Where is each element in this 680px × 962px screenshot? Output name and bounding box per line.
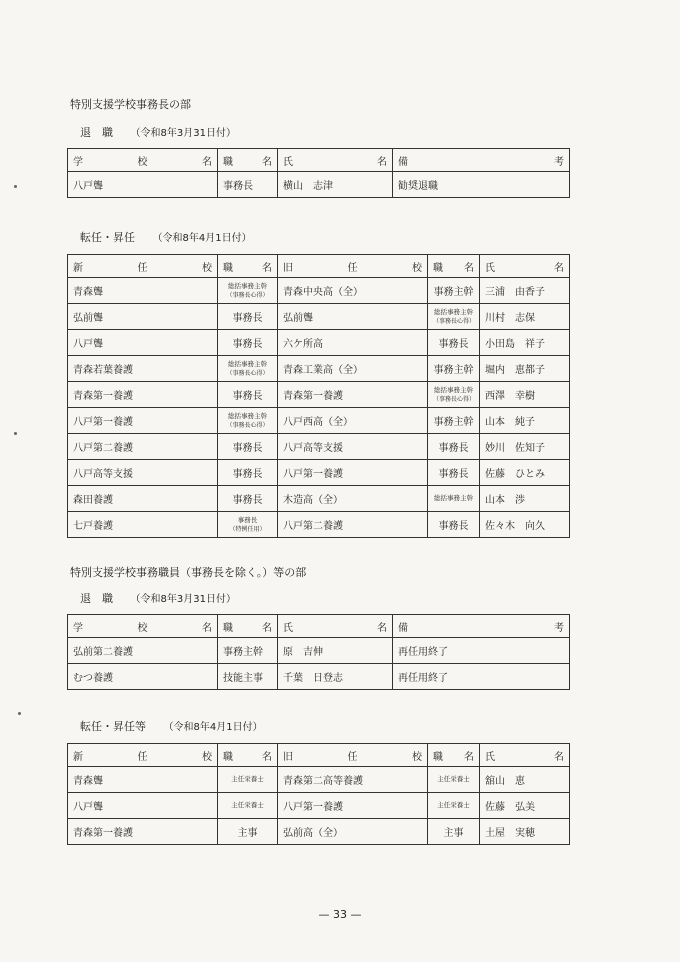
position-cell: [428, 304, 480, 330]
section1-retire-label: [80, 124, 236, 140]
section2-transfer-table: [67, 743, 570, 845]
position-cell: [428, 793, 480, 819]
table-row: [68, 408, 570, 434]
position-cell: 事務長: [218, 460, 278, 486]
table-row: むつ養護 技能主事 千葉 日登志 再任用終了: [68, 664, 570, 690]
position-title: 主任栄養士: [437, 775, 470, 783]
position-title: 主任栄養士: [437, 801, 470, 809]
name-cell: 堀内 恵都子: [480, 356, 570, 382]
table-row: [68, 819, 570, 845]
new-school-cell: 八戸第一養護: [68, 408, 218, 434]
position-cell: [428, 486, 480, 512]
section1-transfer-table: [67, 254, 570, 538]
name-cell: 小田島 祥子: [480, 330, 570, 356]
section1-transfer-label: 転任・昇任 （令和8年4月1日付）: [80, 231, 252, 244]
position-cell: 事務長: [428, 460, 480, 486]
table-row: [68, 330, 570, 356]
position-title: 総括事務主幹: [228, 411, 267, 420]
table-header: 新 任 校 職 名 旧 任 校 職 名 氏 名: [68, 255, 570, 278]
position-title: 総括事務主幹: [228, 359, 267, 368]
old-school-cell: 弘前高（全）: [278, 819, 428, 845]
position-cell: 事務主幹: [428, 408, 480, 434]
position-note: （事務長心得）: [226, 291, 269, 299]
new-school-cell: 八戸高等支援: [68, 460, 218, 486]
old-school-cell: 弘前聾: [278, 304, 428, 330]
position-cell: [218, 408, 278, 434]
position-title: 総括事務主幹: [434, 385, 473, 394]
position-note: （事務長心得）: [433, 317, 476, 325]
table-row: [68, 486, 570, 512]
new-school-cell: 青森第一養護: [68, 819, 218, 845]
name-cell: 妙川 佐知子: [480, 434, 570, 460]
retire-label: 退 職: [80, 126, 113, 139]
old-school-cell: 八戸第二養護: [278, 512, 428, 538]
table-row: [68, 278, 570, 304]
table-row: [68, 793, 570, 819]
old-school-cell: 青森中央高（全）: [278, 278, 428, 304]
position-cell: [218, 278, 278, 304]
old-school-cell: 八戸第一養護: [278, 793, 428, 819]
position-cell: 事務長: [428, 434, 480, 460]
name-cell: 西澤 幸樹: [480, 382, 570, 408]
name-cell: 川村 志保: [480, 304, 570, 330]
position-cell: 事務長: [428, 330, 480, 356]
section1-retire-table: [67, 148, 570, 198]
new-school-cell: 森田養護: [68, 486, 218, 512]
scan-mark: [14, 185, 17, 188]
old-school-cell: 青森工業高（全）: [278, 356, 428, 382]
position-cell: 事務長: [218, 382, 278, 408]
position-cell: 事務主幹: [428, 278, 480, 304]
new-school-cell: 八戸聾: [68, 793, 218, 819]
section2-title: 特別支援学校事務職員（事務長を除く。）等の部: [70, 566, 307, 579]
name-cell: 山本 渉: [480, 486, 570, 512]
new-school-cell: 青森第一養護: [68, 382, 218, 408]
position-note: （事務長心得）: [226, 369, 269, 377]
position-title: 総括事務主幹: [434, 494, 473, 502]
position-cell: 事務長: [218, 330, 278, 356]
table-row: [68, 304, 570, 330]
position-title: 総括事務主幹: [228, 281, 267, 290]
position-cell: 事務主幹: [428, 356, 480, 382]
old-school-cell: 青森第二高等養護: [278, 767, 428, 793]
section1-title: 特別支援学校事務長の部: [70, 98, 191, 111]
retire-date: （令和8年3月31日付）: [130, 128, 236, 139]
new-school-cell: 青森若葉養護: [68, 356, 218, 382]
old-school-cell: 六ケ所高: [278, 330, 428, 356]
table-row: 八戸聾 事務長 横山 志津 勧奨退職: [68, 172, 570, 198]
position-cell: 事務長: [218, 486, 278, 512]
position-cell: [218, 512, 278, 538]
section2-retire-label: 退 職 （令和8年3月31日付）: [80, 592, 236, 605]
position-note: （特例任用）: [229, 525, 266, 533]
position-cell: 事務長: [218, 434, 278, 460]
table-row: [68, 512, 570, 538]
table-row: [68, 767, 570, 793]
old-school-cell: 青森第一養護: [278, 382, 428, 408]
old-school-cell: 八戸西高（全）: [278, 408, 428, 434]
new-school-cell: 青森聾: [68, 278, 218, 304]
position-cell: 主事: [428, 819, 480, 845]
position-cell: [218, 356, 278, 382]
old-school-cell: 八戸高等支援: [278, 434, 428, 460]
name-cell: 佐藤 ひとみ: [480, 460, 570, 486]
page-number: — 33 —: [318, 908, 362, 921]
name-cell: 山本 純子: [480, 408, 570, 434]
table-header: 学 校 名 職 名 氏 名 備 考: [68, 615, 570, 638]
new-school-cell: 青森聾: [68, 767, 218, 793]
position-title: 総括事務主幹: [434, 307, 473, 316]
table-header: 学 校 名 職 名 氏 名 備 考: [68, 149, 570, 172]
position-cell: 主事: [218, 819, 278, 845]
name-cell: 佐藤 弘美: [480, 793, 570, 819]
scan-mark: [18, 712, 21, 715]
position-title: 主任栄養士: [231, 801, 264, 809]
position-cell: 事務長: [428, 512, 480, 538]
scan-mark: [14, 432, 17, 435]
table-row: [68, 460, 570, 486]
new-school-cell: 八戸第二養護: [68, 434, 218, 460]
name-cell: 舘山 恵: [480, 767, 570, 793]
name-cell: 佐々木 向久: [480, 512, 570, 538]
section2-transfer-label: 転任・昇任等 （令和8年4月1日付）: [80, 720, 263, 733]
position-cell: 事務長: [218, 304, 278, 330]
table-row: [68, 356, 570, 382]
new-school-cell: 七戸養護: [68, 512, 218, 538]
name-cell: 三浦 由香子: [480, 278, 570, 304]
position-title: 主任栄養士: [231, 775, 264, 783]
new-school-cell: 弘前聾: [68, 304, 218, 330]
position-note: （事務長心得）: [226, 421, 269, 429]
position-title: 事務長: [237, 515, 258, 524]
name-cell: 土屋 実穂: [480, 819, 570, 845]
position-cell: [428, 767, 480, 793]
old-school-cell: 八戸第一養護: [278, 460, 428, 486]
position-cell: [218, 793, 278, 819]
position-note: （事務長心得）: [433, 395, 476, 403]
new-school-cell: 八戸聾: [68, 330, 218, 356]
table-row: 弘前第二養護 事務主幹 原 吉伸 再任用終了: [68, 638, 570, 664]
position-cell: [218, 767, 278, 793]
table-row: [68, 382, 570, 408]
table-header: 新 任 校 職 名 旧 任 校 職 名 氏 名: [68, 744, 570, 767]
table-row: [68, 434, 570, 460]
position-cell: [428, 382, 480, 408]
section2-retire-table: [67, 614, 570, 690]
old-school-cell: 木造高（全）: [278, 486, 428, 512]
